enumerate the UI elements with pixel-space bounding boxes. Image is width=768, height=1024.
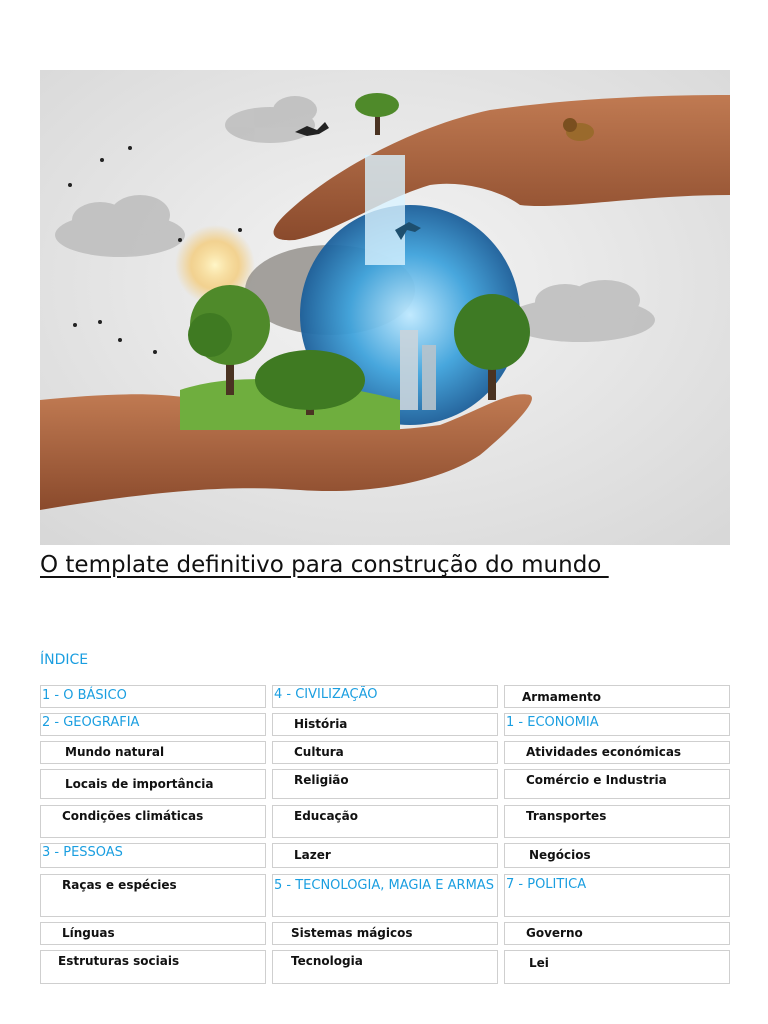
index-cell: Línguas	[40, 922, 266, 945]
index-cell: Locais de importância	[40, 769, 266, 799]
index-cell: 4 - CIVILIZAÇÃO	[272, 685, 498, 708]
index-cell: Armamento	[504, 685, 730, 708]
index-cell: Transportes	[504, 805, 730, 838]
index-cell: Sistemas mágicos	[272, 922, 498, 945]
hero-image	[40, 70, 730, 545]
index-cell: Religião	[272, 769, 498, 799]
index-cell: Atividades económicas	[504, 741, 730, 764]
index-cell: Negócios	[504, 843, 730, 868]
index-cell: Governo	[504, 922, 730, 945]
document-title: O template definitivo para construção do mundo	[40, 552, 609, 578]
index-cell: 5 - TECNOLOGIA, MAGIA E ARMAS	[272, 874, 498, 917]
index-cell: 7 - POLITICA	[504, 874, 730, 917]
world-in-hands-illustration	[40, 70, 730, 545]
index-cell: Tecnologia	[272, 950, 498, 984]
index-cell: Lazer	[272, 843, 498, 868]
index-cell: Lei	[504, 950, 730, 984]
index-cell: Cultura	[272, 741, 498, 764]
index-cell: 3 - PESSOAS	[40, 843, 266, 868]
index-cell: Estruturas sociais	[40, 950, 266, 984]
index-heading: ÍNDICE	[40, 652, 89, 668]
index-cell: Raças e espécies	[40, 874, 266, 917]
index-cell: 1 - ECONOMIA	[504, 713, 730, 736]
index-cell: Condições climáticas	[40, 805, 266, 838]
index-cell: 2 - GEOGRAFIA	[40, 713, 266, 736]
index-cell: História	[272, 713, 498, 736]
index-cell: Mundo natural	[40, 741, 266, 764]
index-cell: Comércio e Industria	[504, 769, 730, 799]
index-cell: Educação	[272, 805, 498, 838]
index-cell: 1 - O BÁSICO	[40, 685, 266, 708]
